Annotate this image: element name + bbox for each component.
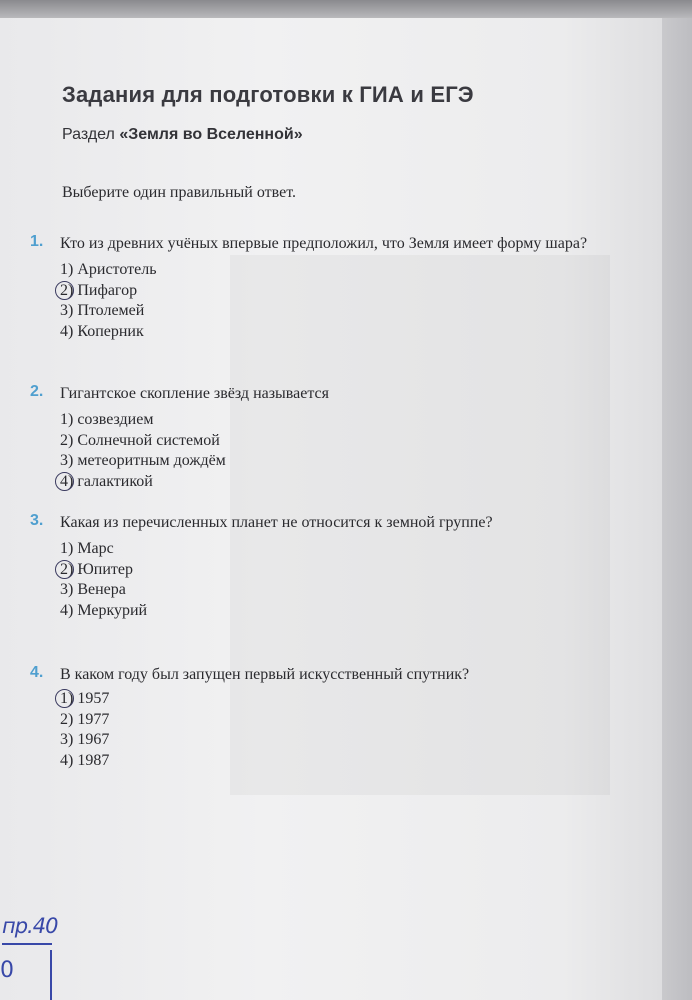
answer-option[interactable]: 4) 1987 — [60, 751, 110, 769]
answer-option[interactable]: 3) Птолемей — [60, 302, 145, 319]
section-prefix: Раздел — [62, 126, 120, 143]
answer-option-circled[interactable] — [60, 472, 630, 493]
answer-options — [60, 260, 630, 342]
answer-option[interactable]: 1) Аристотель — [60, 261, 157, 278]
question-text: Какая из перечисленных планет не относится к земной группе? — [60, 514, 493, 531]
question-text: Гигантское скопление звёзд называется — [60, 385, 329, 402]
handwritten-underline — [2, 943, 52, 945]
question-number: 2. — [30, 383, 44, 400]
handwritten-digit: 0 — [0, 958, 14, 983]
pen-circle-mark — [55, 689, 74, 708]
pen-circle-mark — [55, 560, 74, 579]
scan-top-band — [0, 0, 692, 18]
question-number: 3. — [30, 512, 44, 529]
answer-option[interactable]: 1) Марс — [60, 540, 114, 557]
answer-options — [60, 539, 630, 621]
question-3 — [30, 512, 630, 621]
instruction: Выберите один правильный ответ. — [62, 184, 296, 201]
handwritten-margin-line — [50, 950, 52, 1000]
answer-option[interactable]: 1) созвездием — [60, 411, 154, 428]
page-heading: Задания для подготовки к ГИА и ЕГЭ — [62, 82, 474, 107]
handwritten-note — [0, 914, 82, 1000]
question-2 — [30, 383, 630, 492]
answer-option-label: 2) Юпитер — [60, 560, 133, 578]
answer-option[interactable]: 2) Солнечной системой — [60, 431, 220, 449]
section-title — [62, 126, 303, 144]
answer-options — [60, 689, 630, 771]
answer-option[interactable]: 3) метеоритным дождём — [60, 452, 226, 469]
answer-option[interactable]: 3) Венера — [60, 581, 126, 598]
answer-options — [60, 410, 630, 492]
answer-option-circled[interactable] — [60, 689, 630, 710]
question-4 — [30, 664, 630, 771]
answer-option-circled[interactable] — [60, 281, 630, 302]
answer-option[interactable]: 4) Коперник — [60, 322, 144, 340]
question-text: В каком году был запущен первый искусственный спутник? — [60, 666, 470, 683]
answer-option[interactable]: 3) 1967 — [60, 731, 110, 748]
question-1 — [30, 233, 630, 342]
pen-circle-mark — [55, 472, 74, 491]
pen-circle-mark — [55, 281, 74, 300]
answer-option-label: 4) галактикой — [60, 472, 153, 490]
answer-option-label: 1) 1957 — [60, 690, 110, 707]
page-edge — [662, 18, 692, 1000]
question-number: 4. — [30, 664, 44, 681]
question-number: 1. — [30, 233, 44, 250]
answer-option-circled[interactable] — [60, 560, 630, 581]
section-name: «Земля во Вселенной» — [119, 126, 303, 143]
answer-option[interactable]: 2) 1977 — [60, 710, 110, 728]
handwritten-page-ref: пр.40 — [2, 914, 58, 938]
answer-option[interactable]: 4) Меркурий — [60, 601, 148, 619]
question-text: Кто из древних учёных впервые предположил, что Земля имеет форму шара? — [60, 235, 588, 252]
answer-option-label: 2) Пифагор — [60, 281, 138, 299]
